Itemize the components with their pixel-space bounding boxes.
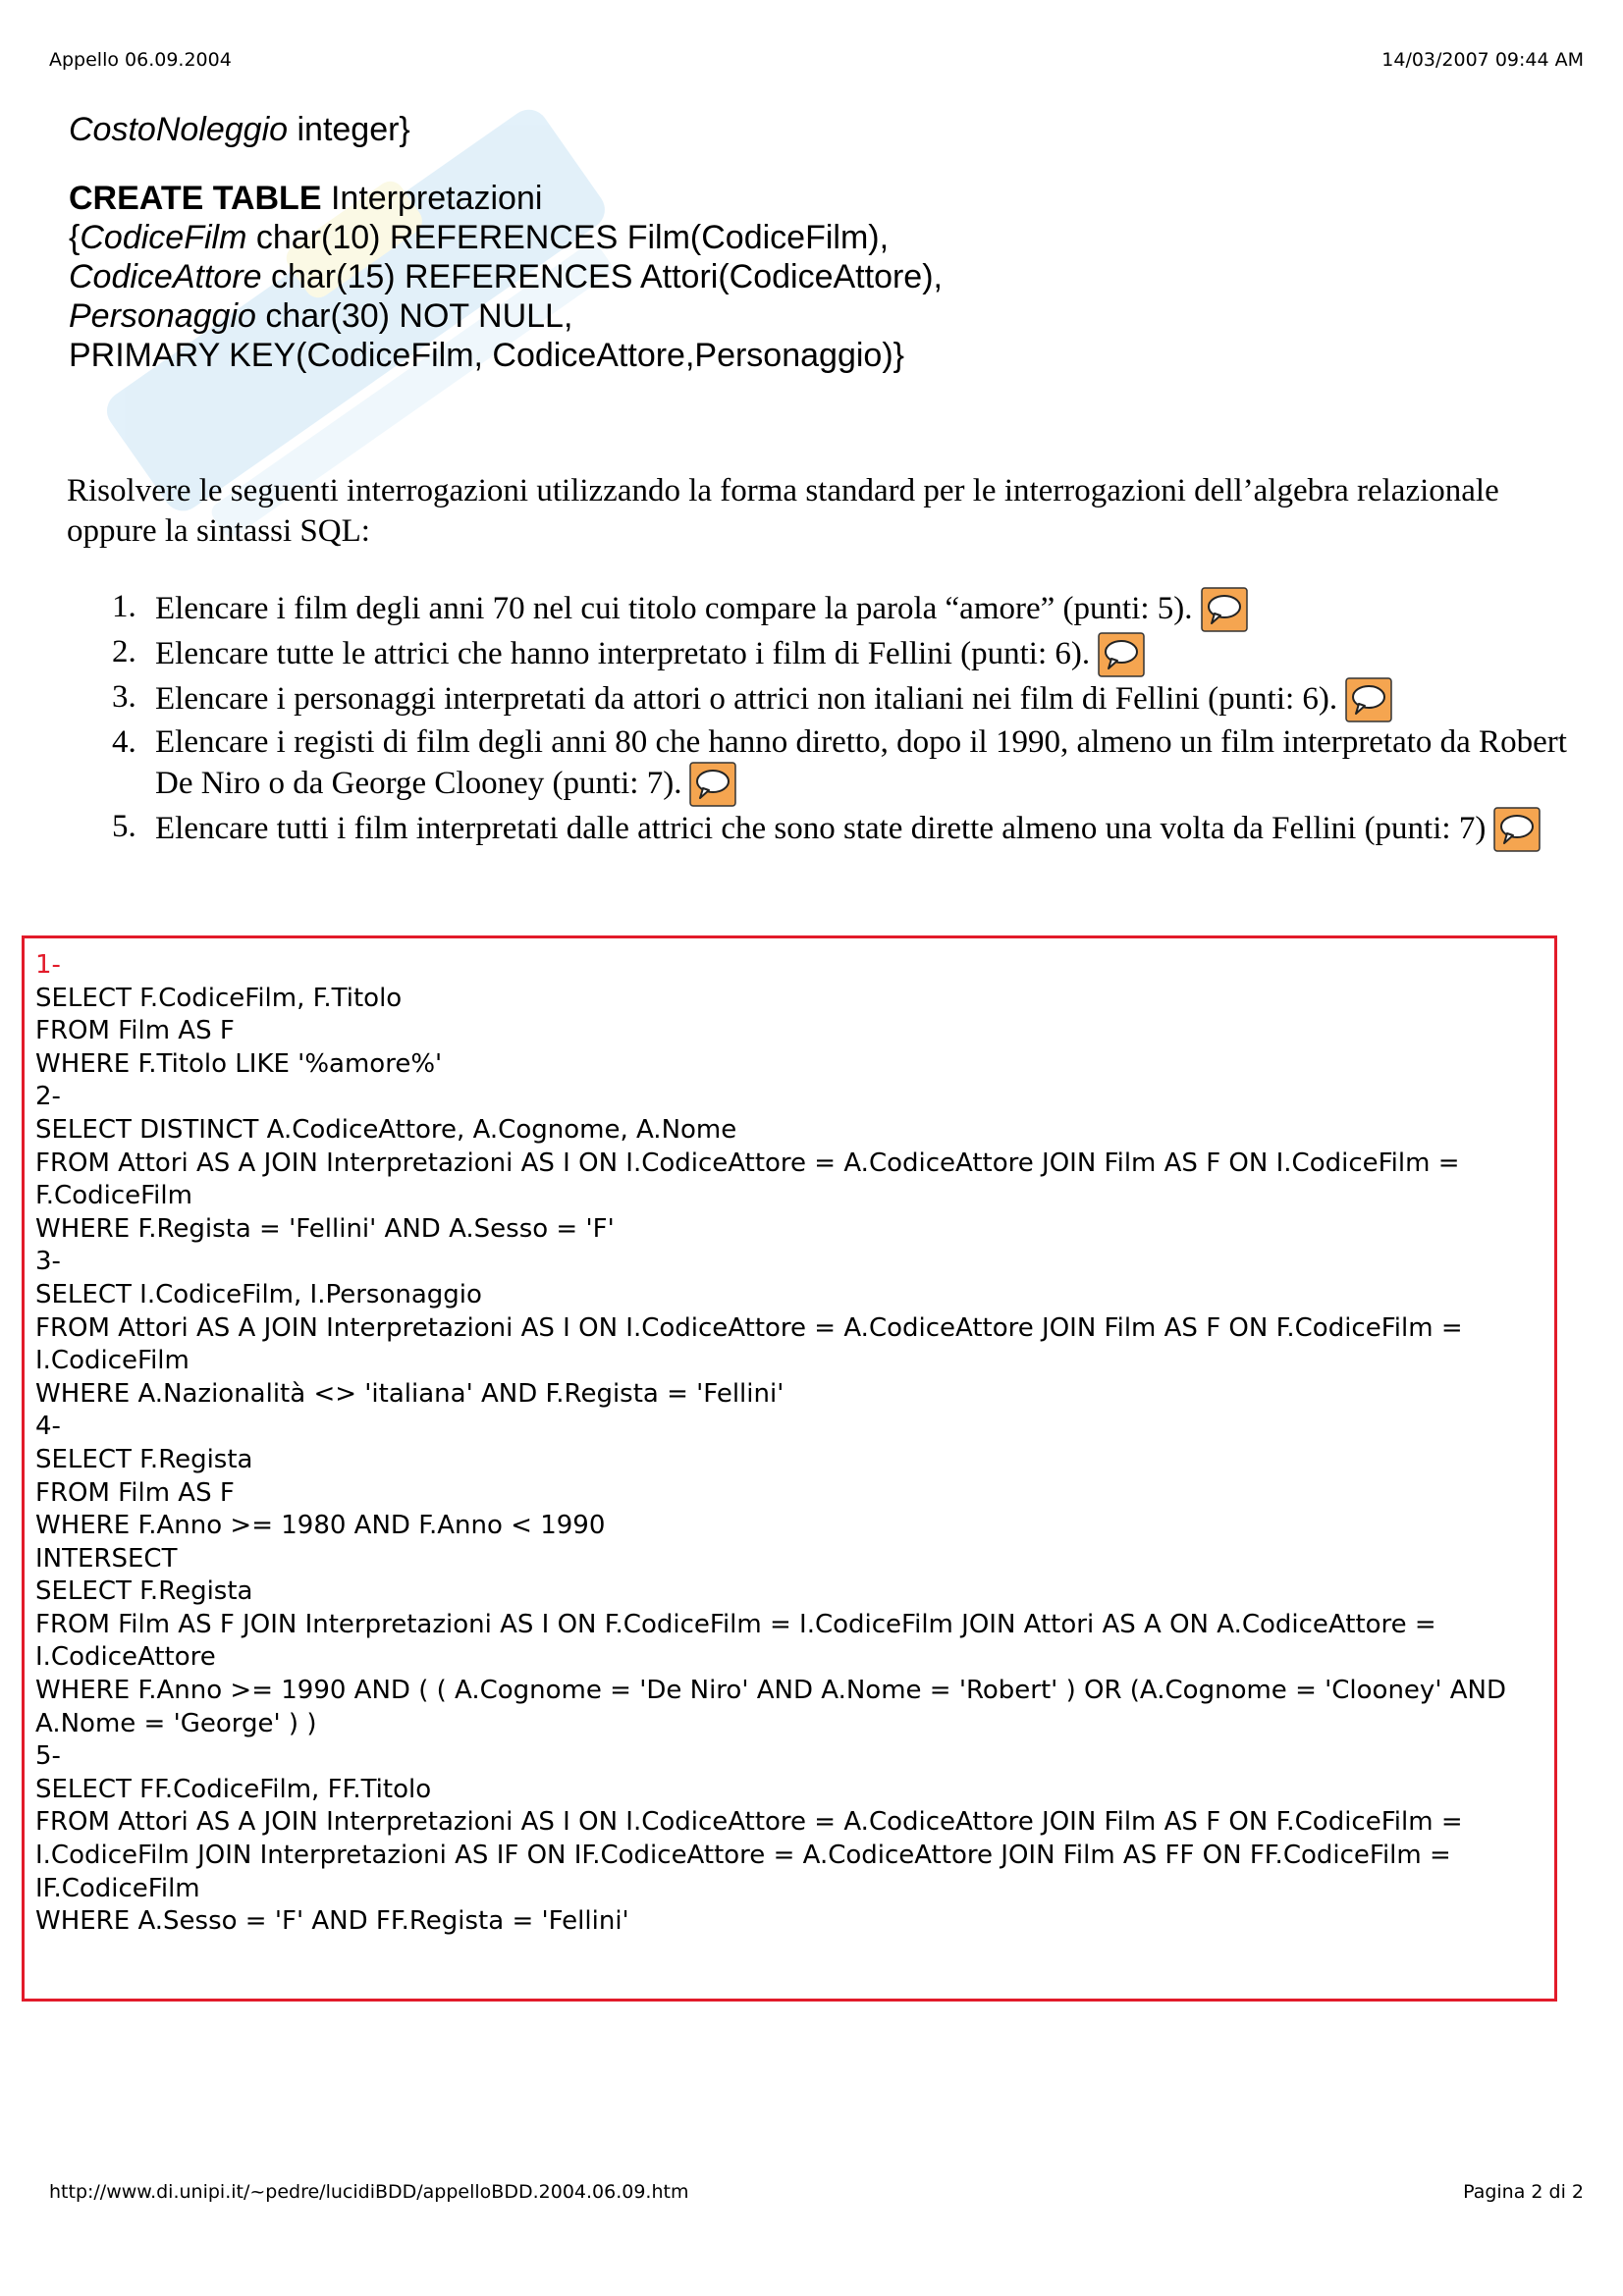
create-table-line: CREATE TABLE Interpretazioni: [69, 180, 543, 217]
sql-line: WHERE A.Nazionalità <> 'italiana' AND F.Regista = 'Fellini': [35, 1378, 784, 1409]
header-page-title: Appello 06.09.2004: [49, 49, 232, 71]
question-item: 5. Elencare tutti i film interpretati dalle attrici che sono state dirette almeno una volta da Fellini (punti: 7): [67, 807, 1569, 852]
sql-line: FROM Attori AS A JOIN Interpretazioni AS I ON I.CodiceAttore = A.CodiceAttore JOIN Film AS F ON I.CodiceFilm = F.CodiceFilm: [35, 1148, 1468, 1211]
question-list: [67, 587, 1569, 852]
comment-bubble-icon[interactable]: [1098, 632, 1145, 677]
sql-line: WHERE F.Anno >= 1980 AND F.Anno < 1990: [35, 1511, 606, 1541]
sql-line: SELECT F.Regista: [35, 1444, 253, 1474]
column-personaggio: Personaggio char(30) NOT NULL,: [69, 297, 573, 335]
sql-line: FROM Attori AS A JOIN Interpretazioni AS I ON I.CodiceAttore = A.CodiceAttore JOIN Film AS F ON F.CodiceFilm = I.CodiceFilm JOIN Interpretazioni AS IF ON IF.CodiceAttore = A.CodiceAttore JOIN Film AS FF ON FF.CodiceFilm = IF.CodiceFilm: [35, 1807, 1471, 1903]
sql-line: FROM Film AS F: [35, 1016, 235, 1046]
comment-bubble-icon[interactable]: [1345, 677, 1392, 722]
question-item: 2. Elencare tutte le attrici che hanno interpretato i film di Fellini (punti: 6).: [67, 632, 1569, 677]
comment-bubble-icon[interactable]: [1493, 807, 1541, 852]
primary-key-line: PRIMARY KEY(CodiceFilm, CodiceAttore,Personaggio)}: [69, 337, 904, 374]
comment-bubble-icon[interactable]: [1201, 587, 1248, 632]
answer-label-3: 3-: [35, 1247, 61, 1277]
answer-sql: [35, 949, 1538, 1939]
instructions-paragraph: Risolvere le seguenti interrogazioni utilizzando la forma standard per le interrogazioni dell’algebra relazionale oppure la sintassi SQL:: [67, 473, 1499, 549]
answer-label-1: 1-: [35, 950, 61, 980]
footer-url-link[interactable]: http://www.di.unipi.it/~pedre/lucidiBDD/appelloBDD.2004.06.09.htm: [49, 2181, 689, 2203]
column-codicefilm: {CodiceFilm char(10) REFERENCES Film(CodiceFilm),: [69, 219, 890, 256]
answer-label-4: 4-: [35, 1412, 61, 1442]
header-timestamp: 14/03/2007 09:44 AM: [1381, 49, 1584, 71]
sql-line: SELECT DISTINCT A.CodiceAttore, A.Cognome, A.Nome: [35, 1114, 737, 1145]
question-item: 4. Elencare i registi di film degli anni 80 che hanno diretto, dopo il 1990, almeno un film interpretato da Robert De Niro o da George Clooney (punti: 7).: [67, 722, 1569, 807]
sql-line: FROM Film AS F JOIN Interpretazioni AS I ON F.CodiceFilm = I.CodiceFilm JOIN Attori AS A ON A.CodiceAttore = I.CodiceAttore: [35, 1609, 1444, 1673]
column-codiceattore: CodiceAttore char(15) REFERENCES Attori(CodiceAttore),: [69, 258, 943, 295]
sql-line: SELECT I.CodiceFilm, I.Personaggio: [35, 1279, 482, 1309]
sql-line: SELECT F.CodiceFilm, F.Titolo: [35, 983, 403, 1013]
sql-line: INTERSECT: [35, 1543, 178, 1574]
sql-line: WHERE F.Titolo LIKE '%amore%': [35, 1048, 443, 1079]
schema-definition: [69, 110, 1542, 375]
answer-label-5: 5-: [35, 1741, 61, 1772]
question-item: 3. Elencare i personaggi interpretati da attori o attrici non italiani nei film di Fellini (punti: 6).: [67, 677, 1569, 722]
sql-line: SELECT FF.CodiceFilm, FF.Titolo: [35, 1774, 432, 1804]
sql-line: FROM Attori AS A JOIN Interpretazioni AS I ON I.CodiceAttore = A.CodiceAttore JOIN Film AS F ON F.CodiceFilm = I.CodiceFilm: [35, 1312, 1471, 1376]
sql-line: FROM Film AS F: [35, 1477, 235, 1508]
comment-bubble-icon[interactable]: [689, 762, 736, 807]
footer-page-number: Pagina 2 di 2: [1463, 2181, 1584, 2203]
sql-line: SELECT F.Regista: [35, 1576, 253, 1607]
sql-line: WHERE A.Sesso = 'F' AND FF.Regista = 'Fellini': [35, 1906, 629, 1937]
sql-line: WHERE F.Anno >= 1990 AND ( ( A.Cognome = 'De Niro' AND A.Nome = 'Robert' ) OR (A.Cognome = 'Clooney' AND A.Nome = 'George' ) ): [35, 1676, 1515, 1738]
question-item: 1. Elencare i film degli anni 70 nel cui titolo compare la parola “amore” (punti: 5).: [67, 587, 1569, 632]
sql-line: WHERE F.Regista = 'Fellini' AND A.Sesso = 'F': [35, 1213, 615, 1244]
schema-line-costo: CostoNoleggio integer}: [69, 111, 410, 148]
answer-label-2: 2-: [35, 1082, 61, 1112]
